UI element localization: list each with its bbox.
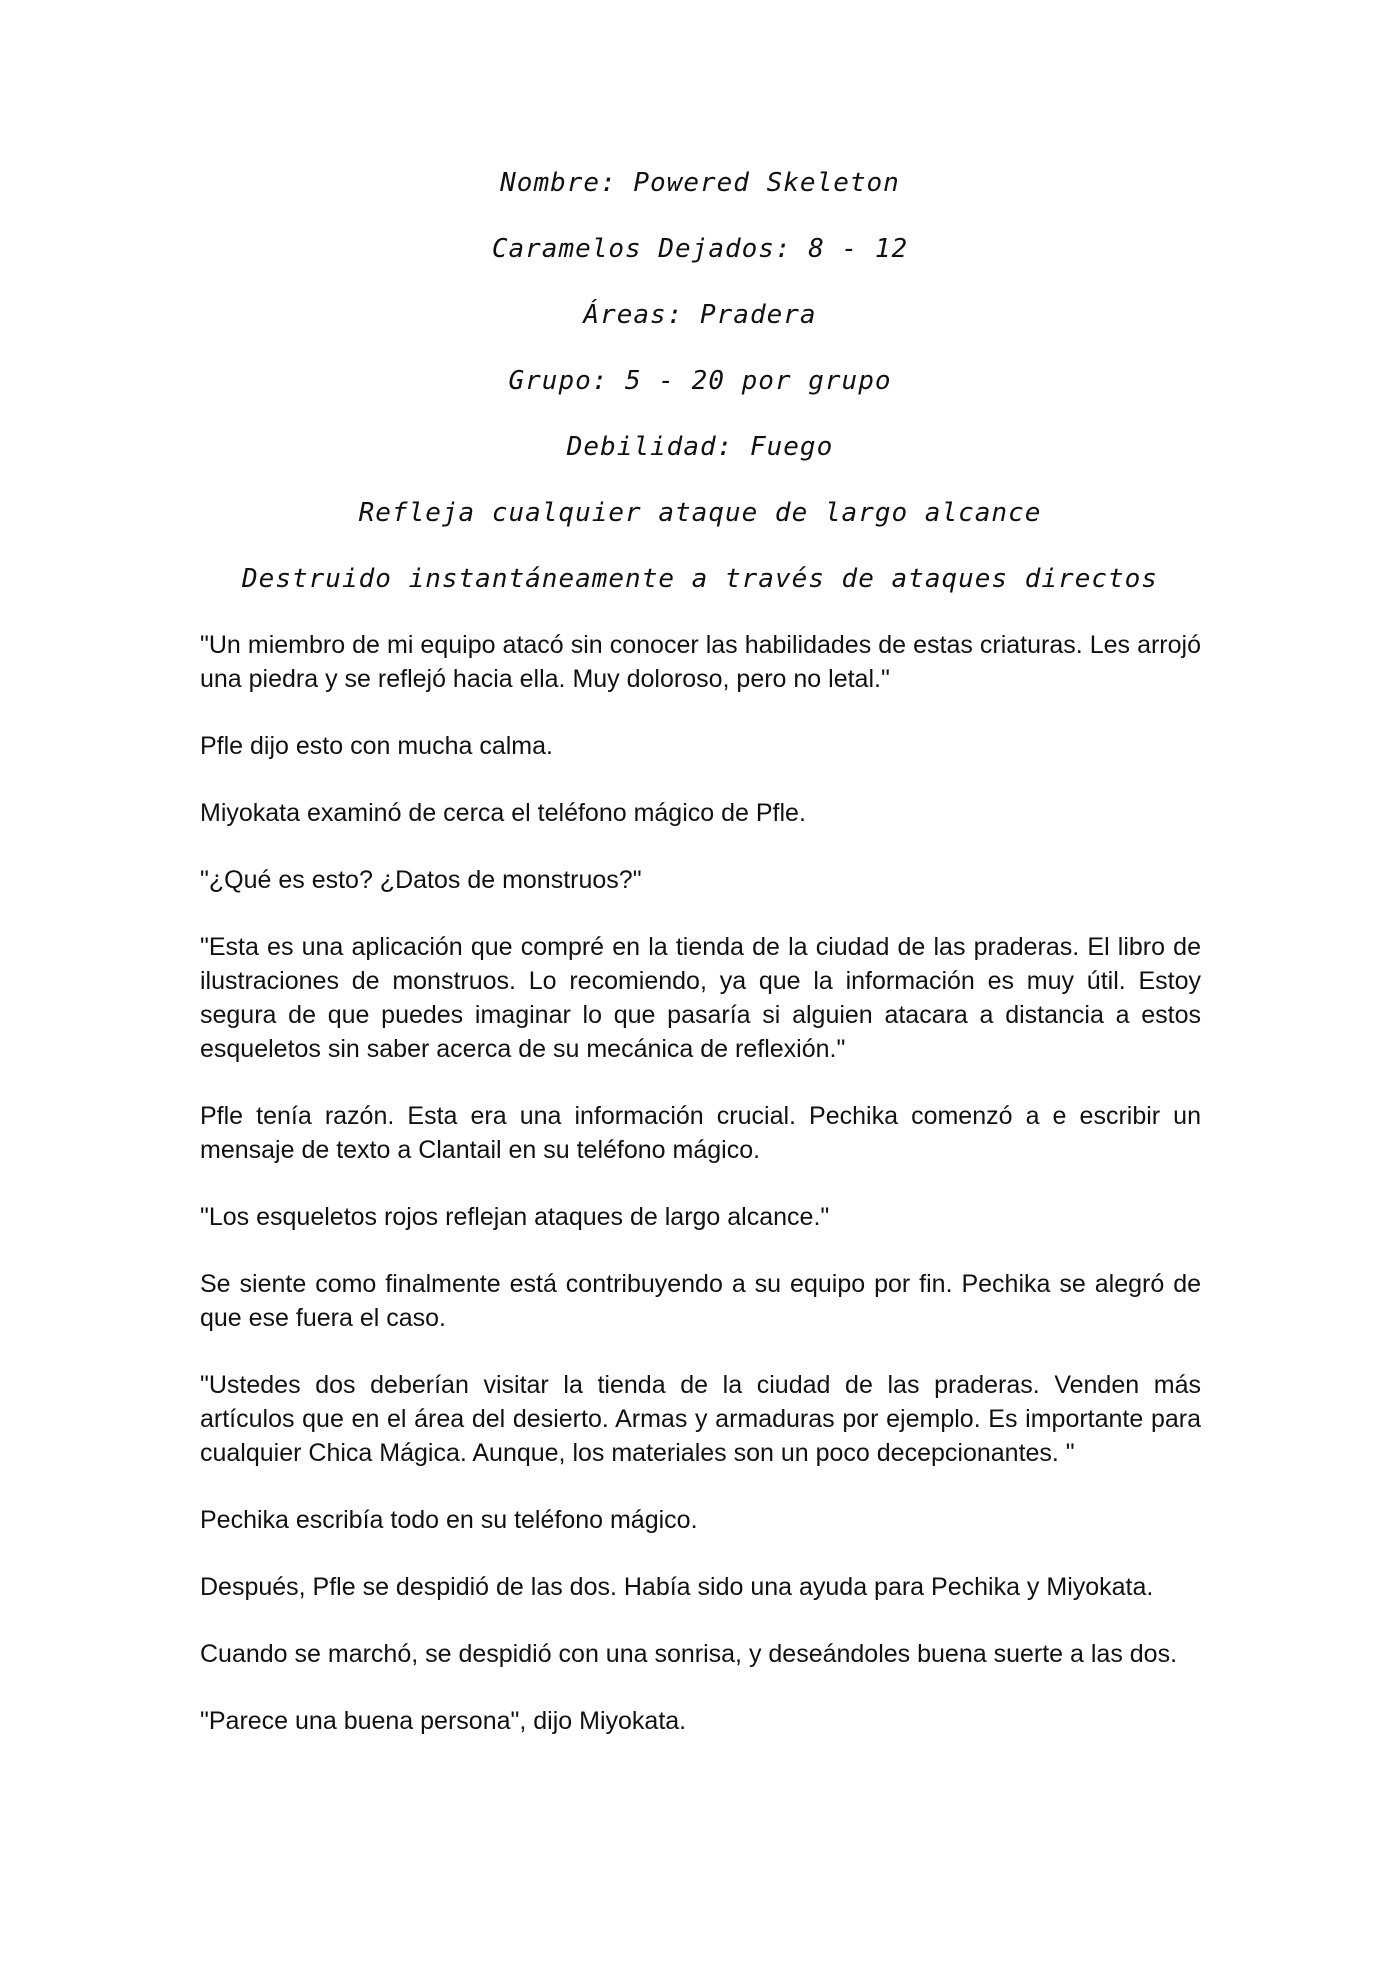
paragraph: "Esta es una aplicación que compré en la tienda de la ciudad de las praderas. El libro de ilustraciones de monstruos. Lo recomiendo, ya que la información es muy útil. Estoy segura de que puedes imaginar lo que pasaría si alguien atacara a distancia a estos esqueletos sin saber acerca de su mecánica de reflexión." [200, 933, 1201, 1063]
paragraph: "Ustedes dos deberían visitar la tienda de la ciudad de las praderas. Venden más artículos que en el área del desierto. Armas y armaduras por ejemplo. Es importante para cualquier Chica Mágica. Aunque, los materiales son un poco decepcionantes. " [200, 1371, 1201, 1467]
paragraph: Pfle dijo esto con mucha calma. [200, 732, 553, 760]
paragraph: "Parece una buena persona", dijo Miyokata. [200, 1707, 687, 1735]
paragraph: "Un miembro de mi equipo atacó sin conocer las habilidades de estas criaturas. Les arrojó una piedra y se reflejó hacia ella. Muy doloroso, pero no letal." [200, 631, 1201, 693]
stat-ability-reflect: Refleja cualquier ataque de largo alcance [358, 498, 1042, 528]
stat-weakness: Debilidad: Fuego [566, 432, 834, 462]
paragraph: "Los esqueletos rojos reflejan ataques de largo alcance." [200, 1203, 830, 1231]
paragraph: Pechika escribía todo en su teléfono mágico. [200, 1506, 698, 1534]
paragraph: Cuando se marchó, se despidió con una sonrisa, y deseándoles buena suerte a las dos. [200, 1640, 1178, 1668]
paragraph: Pfle tenía razón. Esta era una información crucial. Pechika comenzó a e escribir un mensaje de texto a Clantail en su teléfono mágico. [200, 1102, 1201, 1164]
monster-stat-block [0, 163, 1400, 625]
paragraph: Miyokata examinó de cerca el teléfono mágico de Pfle. [200, 799, 806, 827]
paragraph: Se siente como finalmente está contribuyendo a su equipo por fin. Pechika se alegró de que ese fuera el caso. [200, 1270, 1201, 1332]
stat-name: Nombre: Powered Skeleton [500, 168, 900, 198]
paragraph: Después, Pfle se despidió de las dos. Había sido una ayuda para Pechika y Miyokata. [200, 1573, 1154, 1601]
stat-candies: Caramelos Dejados: 8 - 12 [491, 234, 909, 264]
stat-ability-destroyed: Destruido instantáneamente a través de ataques directos [242, 564, 1158, 594]
stat-group: Grupo: 5 - 20 por grupo [508, 366, 892, 396]
story-text [200, 628, 1201, 1771]
paragraph: "¿Qué es esto? ¿Datos de monstruos?" [200, 866, 642, 894]
stat-areas: Áreas: Pradera [583, 300, 817, 330]
